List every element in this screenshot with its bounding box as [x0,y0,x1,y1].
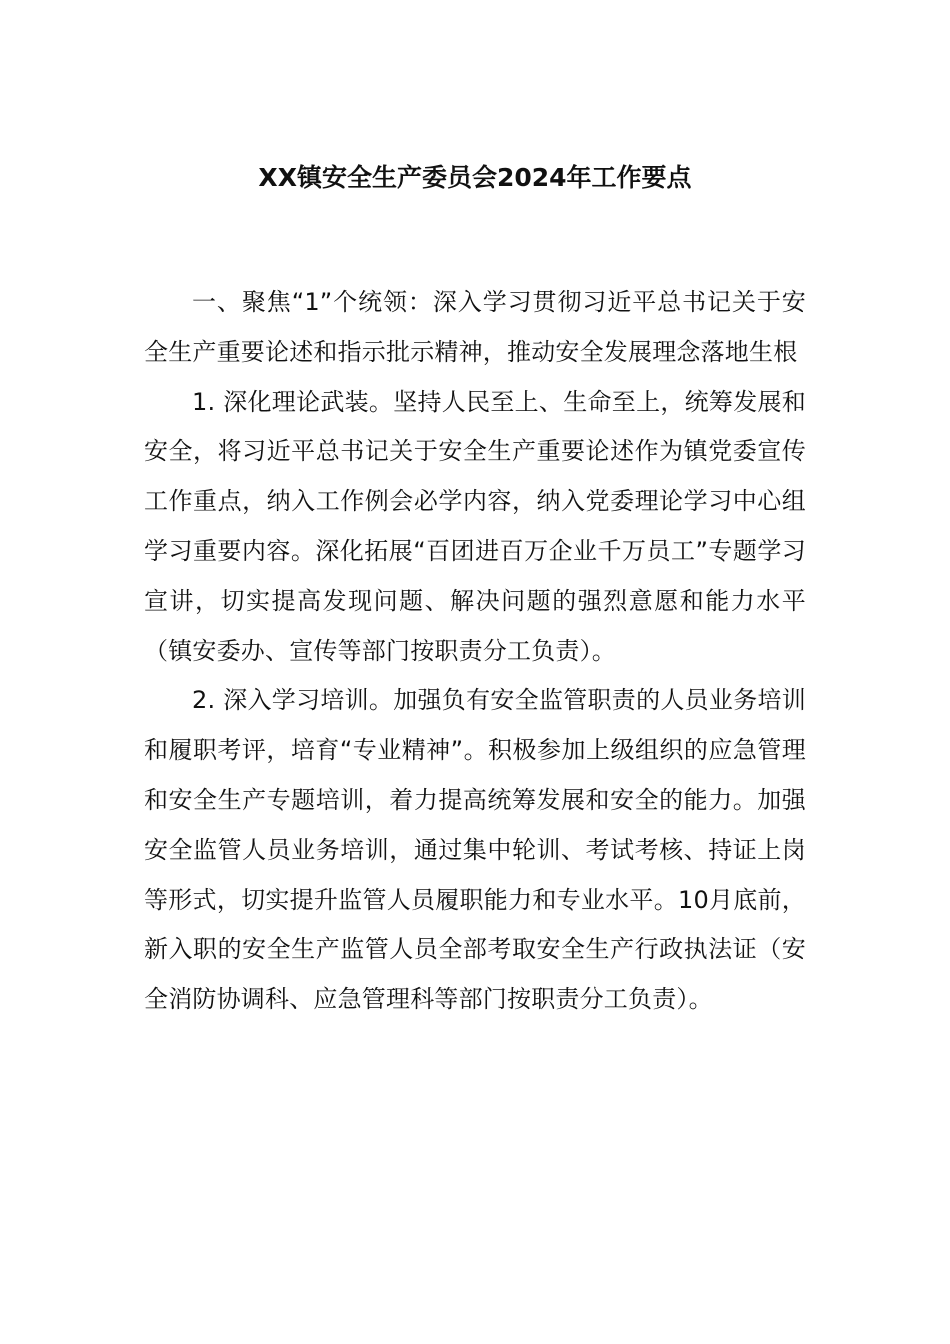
section-heading-1: 一、聚焦“1”个统领：深入学习贯彻习近平总书记关于安全生产重要论述和指示批示精神，推动安全发展理念落地生根 [144,288,806,366]
paragraph-item-1: 1. 深化理论武装。坚持人民至上、生命至上，统筹发展和安全，将习近平总书记关于安全生产重要论述作为镇党委宣传工作重点，纳入工作例会必学内容，纳入党委理论学习中心组学习重要内容。深化拓展“百团进百万企业千万员工”专题学习宣讲，切实提高发现问题、解决问题的强烈意愿和能力水平（镇安委办、宣传等部门按职责分工负责）。 [144,387,806,665]
paragraph-item-2: 2. 深入学习培训。加强负有安全监管职责的人员业务培训和履职考评，培育“专业精神”。积极参加上级组织的应急管理和安全生产专题培训，着力提高统筹发展和安全的能力。加强安全监管人员业务培训，通过集中轮训、考试考核、持证上岗等形式，切实提升监管人员履职能力和专业水平。10月底前，新入职的安全生产监管人员全部考取安全生产行政执法证（安全消防协调科、应急管理科等部门按职责分工负责）。 [144,686,806,1014]
document-title: XX镇安全生产委员会2024年工作要点 [258,163,692,192]
document-body [144,278,806,1025]
